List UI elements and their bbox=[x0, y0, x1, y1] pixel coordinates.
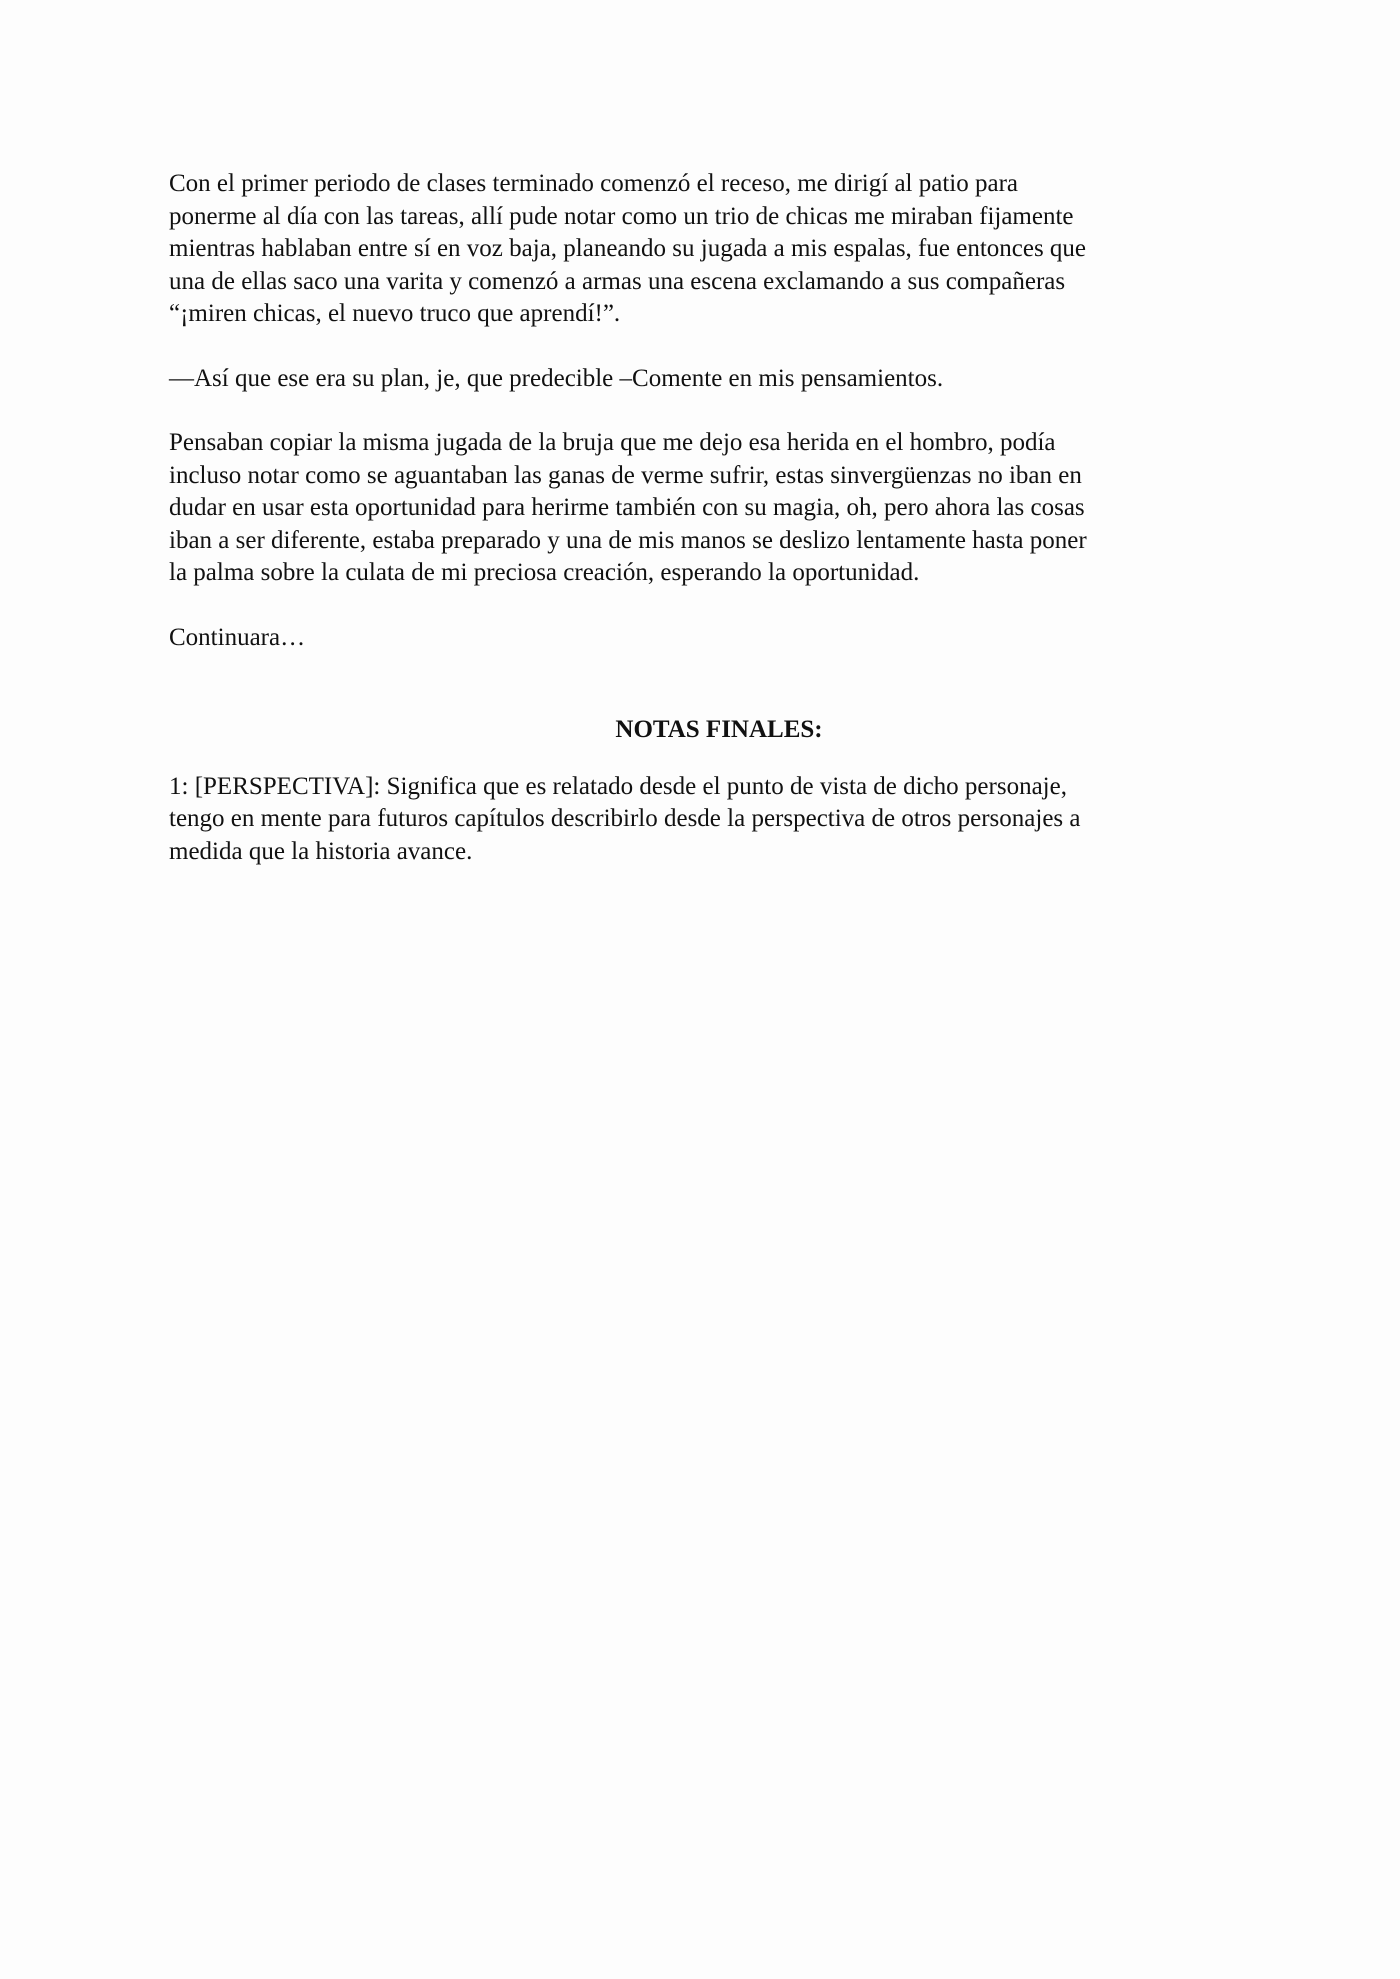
notes-heading: NOTAS FINALES: bbox=[615, 716, 823, 743]
closing-text: Continuara… bbox=[169, 623, 306, 651]
document-body bbox=[169, 168, 1229, 868]
paragraph-receso: Con el primer periodo de clases terminado comenzó el receso, me dirigí al patio para ponerme al día con las tareas, allí pude notar como un trio de chicas me miraban fijamente mientras hablaban entre sí en voz baja, planeando su jugada a mis espalas, fue entonces que una de ellas saco una varita y comenzó a armas una escena exclamando a sus compañeras “¡miren chicas, el nuevo truco que aprendí!”. bbox=[169, 170, 1087, 327]
note-item: 1: [PERSPECTIVA]: Significa que es relatado desde el punto de vista de dicho personaje, tengo en mente para futuros capítulos describirlo desde la perspectiva de otros personajes a medida que la historia avance. bbox=[169, 772, 1081, 865]
paragraph-dialogo: —Así que ese era su plan, je, que predecible –Comente en mis pensamientos. bbox=[169, 364, 944, 392]
paragraph-jugada: Pensaban copiar la misma jugada de la bruja que me dejo esa herida en el hombro, podía incluso notar como se aguantaban las ganas de verme sufrir, estas sinvergüenzas no iban en dudar en usar esta oportunidad para herirme también con su magia, oh, pero ahora las cosas iban a ser diferente, estaba preparado y una de mis manos se deslizo lentamente hasta poner la palma sobre la culata de mi preciosa creación, esperando la oportunidad. bbox=[169, 429, 1087, 586]
